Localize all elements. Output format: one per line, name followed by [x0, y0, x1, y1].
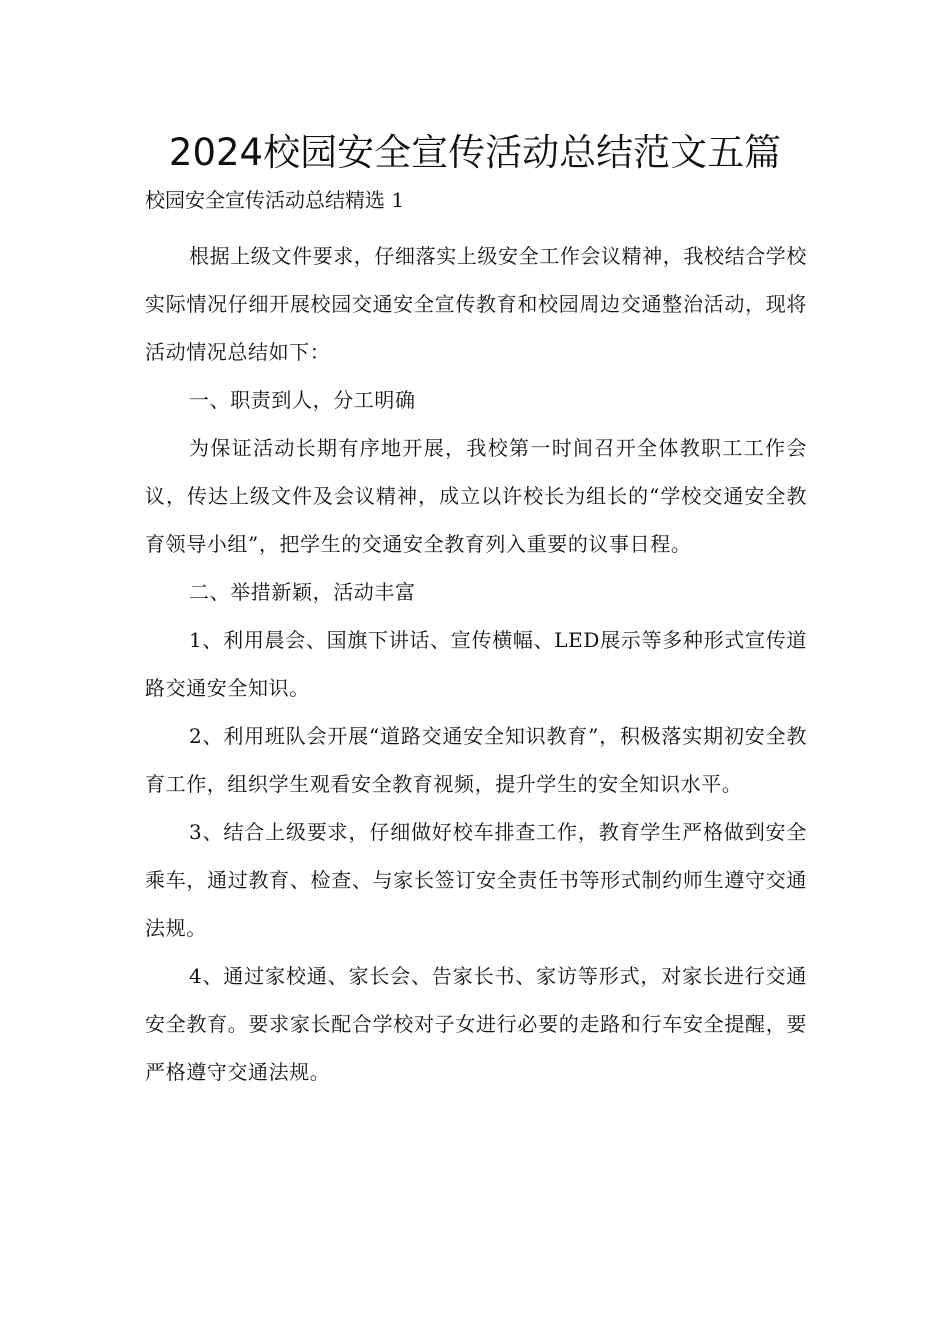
paragraph-measure-4: 4、通过家校通、家长会、告家长书、家访等形式，对家长进行交通安全教育。要求家长配合学校对子女进行必要的走路和行车安全提醒，要严格遵守交通法规。 — [145, 964, 807, 1084]
section-subtitle: 校园安全宣传活动总结精选 1 — [145, 188, 405, 212]
heading-measures: 二、举措新颖，活动丰富 — [189, 580, 416, 604]
document-body — [145, 232, 807, 1096]
paragraph-measure-3: 3、结合上级要求，仔细做好校车排查工作，教育学生严格做到安全乘车，通过教育、检查、与家长签订安全责任书等形式制约师生遵守交通法规。 — [145, 820, 807, 940]
heading-responsibility: 一、职责到人，分工明确 — [189, 388, 416, 412]
paragraph-intro: 根据上级文件要求，仔细落实上级安全工作会议精神，我校结合学校实际情况仔细开展校园交通安全宣传教育和校园周边交通整治活动，现将活动情况总结如下： — [145, 244, 807, 364]
document-title: 2024校园安全宣传活动总结范文五篇 — [168, 131, 782, 174]
paragraph-measure-1: 1、利用晨会、国旗下讲话、宣传横幅、LED展示等多种形式宣传道路交通安全知识。 — [145, 628, 807, 700]
paragraph-measure-2: 2、利用班队会开展“道路交通安全知识教育”，积极落实期初安全教育工作，组织学生观看安全教育视频，提升学生的安全知识水平。 — [145, 724, 807, 796]
paragraph-responsibility: 为保证活动长期有序地开展，我校第一时间召开全体教职工工作会议，传达上级文件及会议精神，成立以许校长为组长的“学校交通安全教育领导小组”，把学生的交通安全教育列入重要的议事日程。 — [145, 436, 807, 556]
